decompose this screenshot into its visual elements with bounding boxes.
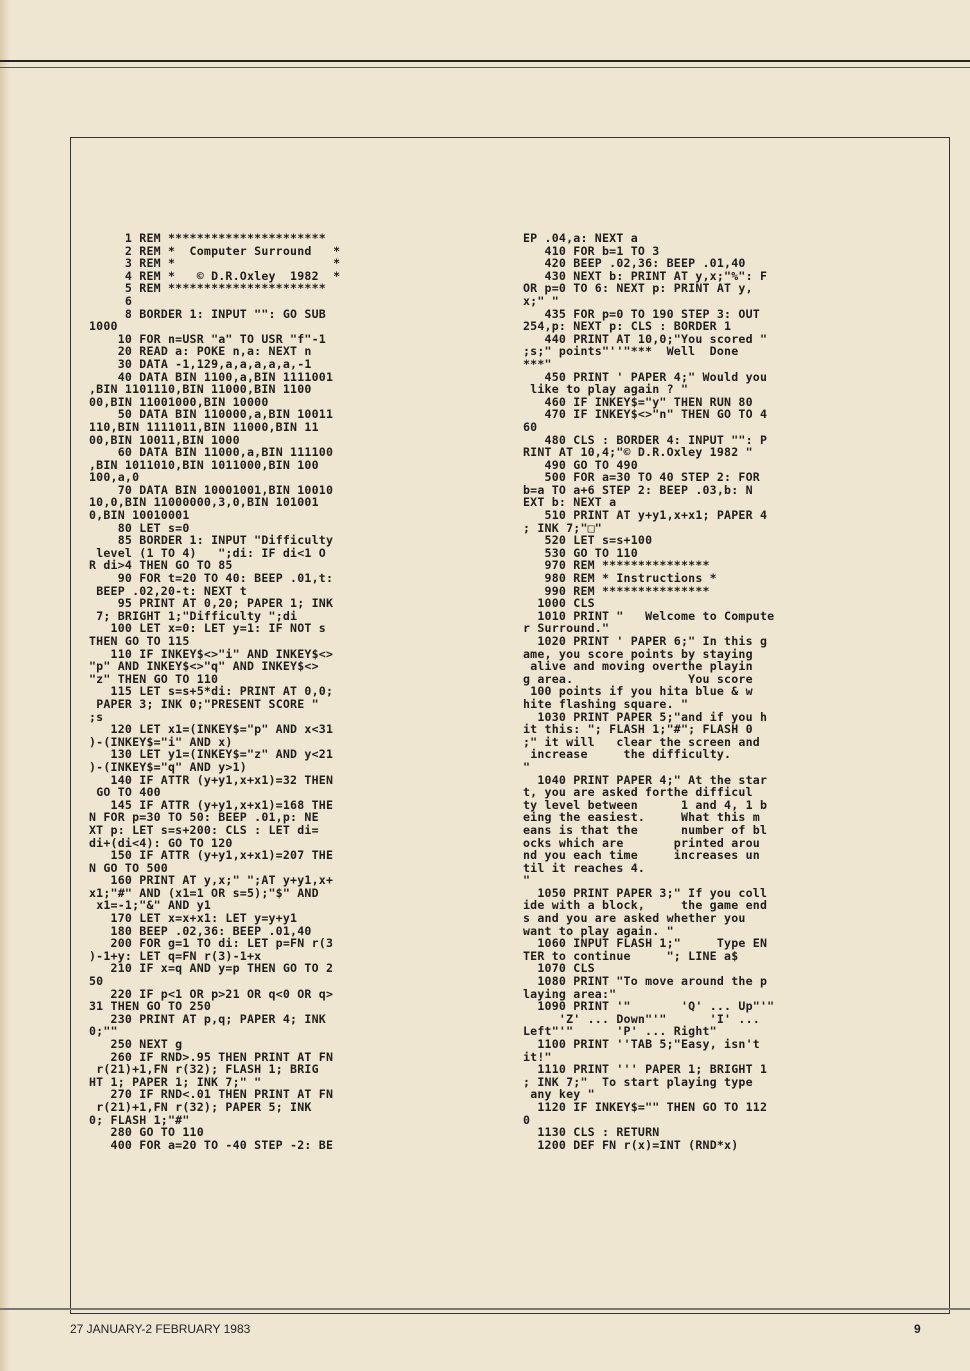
code-line: 1080 PRINT "To move around the p xyxy=(523,974,768,989)
code-line: 270 IF RND<.01 THEN PRINT AT FN xyxy=(89,1087,334,1102)
code-line: b=a TO a+6 STEP 2: BEEP .03,b: N xyxy=(523,482,753,497)
code-line: 210 IF x=q AND y=p THEN GO TO 2 xyxy=(89,961,334,976)
code-line: 1060 INPUT FLASH 1;" Type EN xyxy=(523,936,768,951)
code-line: ide with a block, the game end xyxy=(523,898,768,913)
code-line: ; INK 7;" To start playing type xyxy=(523,1074,753,1089)
code-line: R di>4 THEN GO TO 85 xyxy=(89,558,233,573)
code-line: 500 FOR a=30 TO 40 STEP 2: FOR xyxy=(523,470,760,485)
code-line: ;s xyxy=(89,709,104,724)
code-line: 60 xyxy=(523,419,538,434)
code-line: THEN GO TO 115 xyxy=(89,634,190,648)
code-line: 95 PRINT AT 0,20; PAPER 1; INK xyxy=(89,596,334,611)
code-line: 1010 PRINT " Welcome to Compute xyxy=(523,608,775,623)
code-line: 110,BIN 1111011,BIN 11000,BIN 11 xyxy=(89,419,319,434)
code-line: 200 FOR g=1 TO di: LET p=FN r(3 xyxy=(89,936,334,951)
code-line: 100,a,0 xyxy=(89,470,140,485)
code-line: 160 PRINT AT y,x;" ";AT y+y1,x+ xyxy=(89,873,334,888)
code-line: 450 PRINT ' PAPER 4;" Would you xyxy=(523,369,768,384)
code-line: 130 LET y1=(INKEY$="z" AND y<21 xyxy=(89,747,334,762)
code-line: 'Z' ... Down"'" 'I' ... xyxy=(523,1011,760,1026)
code-line: 0;"" xyxy=(89,1024,118,1039)
code-line: ame, you score points by staying xyxy=(523,646,753,661)
code-line: 00,BIN 10011,BIN 1000 xyxy=(89,432,240,447)
code-line: 85 BORDER 1: INPUT "Difficulty xyxy=(89,533,334,548)
code-line: di+(di<4): GO TO 120 xyxy=(89,835,233,850)
code-line: 440 PRINT AT 10,0;"You scored " xyxy=(523,331,768,346)
code-line: N GO TO 500 xyxy=(89,860,168,875)
code-line: 110 IF INKEY$<>"i" AND INKEY$<> xyxy=(89,646,334,661)
code-line: 100 points if you hita blue & w xyxy=(523,684,753,699)
code-line: ; INK 7;"□" xyxy=(523,520,602,535)
code-line: 250 NEXT g xyxy=(89,1037,183,1051)
code-line: 120 LET x1=(INKEY$="p" AND x<31 xyxy=(89,722,334,737)
code-line: 7; BRIGHT 1;"Difficulty ";di xyxy=(89,608,298,623)
code-line: ty level between 1 and 4, 1 b xyxy=(523,797,768,812)
code-line: r(21)+1,FN r(32); FLASH 1; BRIG xyxy=(89,1062,319,1077)
code-line: any key " xyxy=(523,1087,595,1102)
code-line: 115 LET s=s+5*di: PRINT AT 0,0; xyxy=(89,684,334,699)
code-line: 230 PRINT AT p,q; PAPER 4; INK xyxy=(89,1011,326,1026)
code-line: s and you are asked whether you xyxy=(523,911,746,926)
code-line: 40 DATA BIN 1100,a,BIN 1111001 xyxy=(89,369,334,384)
code-line: it!" xyxy=(523,1049,552,1064)
code-line: 990 REM *************** xyxy=(523,583,710,598)
code-line: 980 REM * Instructions * xyxy=(523,571,717,586)
code-line: 970 REM *************** xyxy=(523,558,710,573)
code-line: 420 BEEP .02,36: BEEP .01,40 xyxy=(523,256,746,271)
code-line: TER to continue "; LINE a$ xyxy=(523,948,739,963)
code-line: 1020 PRINT ' PAPER 6;" In this g xyxy=(523,634,768,648)
code-line: 0 xyxy=(523,1112,531,1127)
code-line: r Surround." xyxy=(523,621,610,636)
code-line: like to play again ? " xyxy=(523,382,689,397)
code-line: " xyxy=(523,759,531,774)
code-line: 10,0,BIN 11000000,3,0,BIN 101001 xyxy=(89,495,319,510)
code-line: 60 DATA BIN 11000,a,BIN 111100 xyxy=(89,445,334,460)
code-line: 1040 PRINT PAPER 4;" At the star xyxy=(523,772,768,787)
code-line: GO TO 400 xyxy=(89,785,161,800)
code-line: 3 REM * * xyxy=(89,256,341,271)
code-line: " xyxy=(523,873,531,888)
code-line: ,BIN 1011010,BIN 1011000,BIN 100 xyxy=(89,457,319,472)
code-line: 10 FOR n=USR "a" TO USR "f"-1 xyxy=(89,331,326,346)
code-line: 435 FOR p=0 TO 190 STEP 3: OUT xyxy=(523,306,760,321)
code-line: 1050 PRINT PAPER 3;" If you coll xyxy=(523,885,768,900)
code-line: x1=-1;"&" AND y1 xyxy=(89,898,212,913)
code-line: ***" xyxy=(523,356,552,371)
code-line: 1110 PRINT ''' PAPER 1; BRIGHT 1 xyxy=(523,1062,768,1077)
code-line: level (1 TO 4) ";di: IF di<1 O xyxy=(89,545,326,560)
code-line: "p" AND INKEY$<>"q" AND INKEY$<> xyxy=(89,659,319,674)
code-line: want to play again. " xyxy=(523,923,674,938)
code-line: EXT b: NEXT a xyxy=(523,495,617,510)
code-line: BEEP .02,20-t: NEXT t xyxy=(89,583,247,598)
top-rule xyxy=(0,60,970,62)
page-number: 9 xyxy=(914,1322,921,1336)
code-line: ;s;" points"''"*** Well Done xyxy=(523,344,739,359)
code-line: 1090 PRINT '" 'Q' ... Up"'" xyxy=(523,999,775,1014)
code-line: ;" it will clear the screen and xyxy=(523,734,760,749)
code-line: increase the difficulty. xyxy=(523,747,732,762)
code-line: 260 IF RND>.95 THEN PRINT AT FN xyxy=(89,1049,334,1064)
code-line: laying area:" xyxy=(523,986,617,1001)
code-line: OR p=0 TO 6: NEXT p: PRINT AT y, xyxy=(523,281,753,296)
code-line: alive and moving overthe playin xyxy=(523,659,753,674)
code-line: 6 xyxy=(89,293,133,308)
code-line: N FOR p=30 TO 50: BEEP .01,p: NE xyxy=(89,810,319,825)
code-line: )-1+y: LET q=FN r(3)-1+x xyxy=(89,948,262,963)
bottom-rule xyxy=(0,1308,970,1310)
code-line: 1200 DEF FN r(x)=INT (RND*x) xyxy=(523,1137,739,1152)
code-line: 70 DATA BIN 10001001,BIN 10010 xyxy=(89,482,334,497)
code-line: r(21)+1,FN r(32); PAPER 5; INK xyxy=(89,1099,312,1114)
code-line: 8 BORDER 1: INPUT "": GO SUB xyxy=(89,306,326,321)
code-line: 254,p: NEXT p: CLS : BORDER 1 xyxy=(523,319,732,334)
code-line: XT p: LET s=s+200: CLS : LET di= xyxy=(89,822,319,837)
code-line: 430 NEXT b: PRINT AT y,x;"%": F xyxy=(523,268,768,283)
code-line: 460 IF INKEY$="y" THEN RUN 80 xyxy=(523,394,753,409)
code-line: 1100 PRINT ''TAB 5;"Easy, isn't xyxy=(523,1037,760,1051)
code-line: 1000 CLS xyxy=(523,596,595,611)
code-line: )-(INKEY$="i" AND x) xyxy=(89,734,233,749)
code-line: 470 IF INKEY$<>"n" THEN GO TO 4 xyxy=(523,407,768,422)
code-line: x;" " xyxy=(523,293,559,308)
code-line: 100 LET x=0: LET y=1: IF NOT s xyxy=(89,621,326,636)
code-line: HT 1; PAPER 1; INK 7;" " xyxy=(89,1074,262,1089)
code-line: 1130 CLS : RETURN xyxy=(523,1125,660,1140)
code-line: nd you each time increases un xyxy=(523,848,760,863)
code-line: eans is that the number of bl xyxy=(523,822,768,837)
code-line: ocks which are printed arou xyxy=(523,835,760,850)
footer-date: 27 JANUARY-2 FEBRUARY 1983 xyxy=(70,1322,251,1336)
code-line: 1030 PRINT PAPER 5;"and if you h xyxy=(523,709,768,724)
code-line: 00,BIN 11001000,BIN 10000 xyxy=(89,394,269,409)
code-line: )-(INKEY$="q" AND y>1) xyxy=(89,759,247,774)
code-line: 1120 IF INKEY$="" THEN GO TO 112 xyxy=(523,1099,768,1114)
page-edge xyxy=(0,0,10,1371)
code-line: it this: "; FLASH 1;"#"; FLASH 0 xyxy=(523,722,753,737)
code-line: 145 IF ATTR (y+y1,x+x1)=168 THE xyxy=(89,797,334,812)
code-line: 0; FLASH 1;"#" xyxy=(89,1112,190,1127)
code-line: til it reaches 4. xyxy=(523,860,646,875)
code-line: ,BIN 1101110,BIN 11000,BIN 1100 xyxy=(89,382,312,397)
code-line: 5 REM ********************** xyxy=(89,281,326,296)
code-line: 4 REM * © D.R.Oxley 1982 * xyxy=(89,268,341,283)
code-line: 50 xyxy=(89,974,104,989)
code-line: hite flashing square. " xyxy=(523,696,689,711)
code-line: "z" THEN GO TO 110 xyxy=(89,671,219,686)
code-line: 30 DATA -1,129,a,a,a,a,a,-1 xyxy=(89,356,312,371)
code-line: 0,BIN 10010001 xyxy=(89,508,190,523)
code-line: 140 IF ATTR (y+y1,x+x1)=32 THEN xyxy=(89,772,334,787)
code-line: 410 FOR b=1 TO 3 xyxy=(523,243,660,258)
code-line: RINT AT 10,4;"© D.R.Oxley 1982 " xyxy=(523,445,753,460)
code-line: EP .04,a: NEXT a xyxy=(523,231,638,245)
listing-left-column xyxy=(89,232,474,1151)
code-line: 31 THEN GO TO 250 xyxy=(89,999,212,1014)
code-line: 1 REM ********************** xyxy=(89,231,326,245)
code-line: 170 LET x=x+x1: LET y=y+y1 xyxy=(89,911,298,926)
code-line: 490 GO TO 490 xyxy=(523,457,638,472)
code-line: 1000 xyxy=(89,319,118,334)
code-line: 530 GO TO 110 xyxy=(523,545,638,560)
code-line: 280 GO TO 110 xyxy=(89,1125,204,1140)
code-line: 50 DATA BIN 110000,a,BIN 10011 xyxy=(89,407,334,422)
code-line: 90 FOR t=20 TO 40: BEEP .01,t: xyxy=(89,571,334,586)
code-line: eing the easiest. What this m xyxy=(523,810,760,825)
code-line: 180 BEEP .02,36: BEEP .01,40 xyxy=(89,923,312,938)
code-line: g area. You score xyxy=(523,671,753,686)
top-rule-thin xyxy=(0,67,970,68)
code-line: 220 IF p<1 OR p>21 OR q<0 OR q> xyxy=(89,986,334,1001)
code-line: t, you are asked forthe difficul xyxy=(523,785,753,800)
code-line: Left"'" 'P' ... Right" xyxy=(523,1024,717,1039)
code-line: 80 LET s=0 xyxy=(89,520,190,535)
code-line: 400 FOR a=20 TO -40 STEP -2: BE xyxy=(89,1137,334,1152)
code-line: 150 IF ATTR (y+y1,x+x1)=207 THE xyxy=(89,848,334,863)
code-line: 1070 CLS xyxy=(523,961,595,976)
code-line: 20 READ a: POKE n,a: NEXT n xyxy=(89,344,312,359)
listing-right-column xyxy=(523,232,913,1151)
code-line: 480 CLS : BORDER 4: INPUT "": P xyxy=(523,432,768,447)
code-line: PAPER 3; INK 0;"PRESENT SCORE " xyxy=(89,696,319,711)
code-line: x1;"#" AND (x1=1 OR s=5);"$" AND xyxy=(89,885,319,900)
code-line: 2 REM * Computer Surround * xyxy=(89,243,341,258)
code-line: 520 LET s=s+100 xyxy=(523,533,653,548)
code-line: 510 PRINT AT y+y1,x+x1; PAPER 4 xyxy=(523,508,768,523)
